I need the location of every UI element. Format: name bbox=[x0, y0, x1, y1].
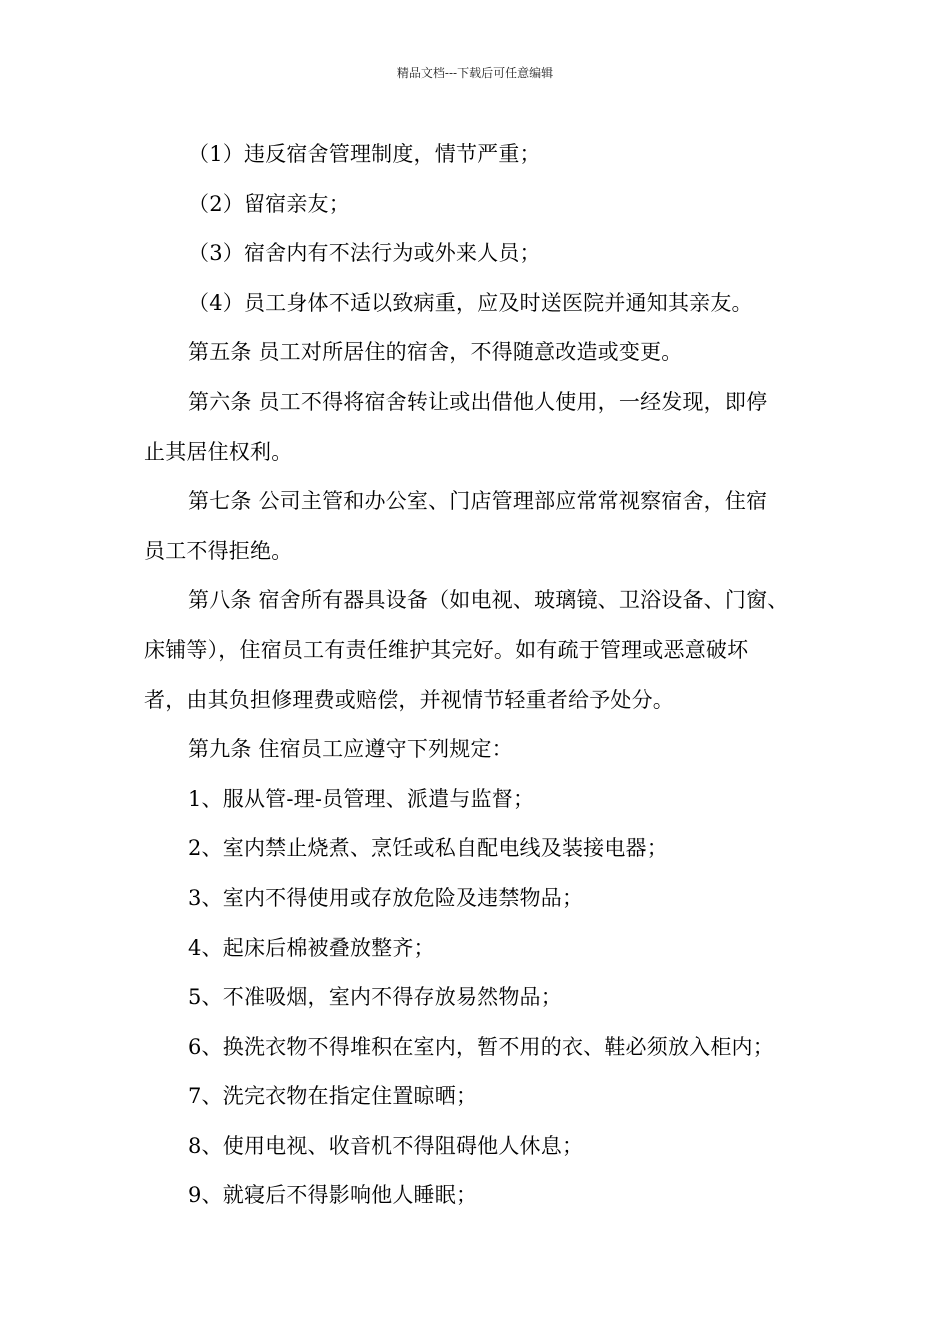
list-item: 4、起床后棉被叠放整齐； bbox=[188, 935, 435, 960]
list-item: 3、室内不得使用或存放危险及违禁物品； bbox=[188, 885, 584, 910]
article-6: 第六条 员工不得将宿舍转让或出借他人使用，一经发现，即停 bbox=[188, 389, 768, 414]
article-8-continued: 者，由其负担修理费或赔偿，并视情节轻重者给予处分。 bbox=[144, 687, 674, 712]
list-item: 8、使用电视、收音机不得阻碍他人休息； bbox=[188, 1133, 584, 1158]
list-item: 5、不准吸烟，室内不得存放易然物品； bbox=[188, 985, 562, 1010]
article-6-continued: 止其居住权利。 bbox=[144, 439, 293, 464]
paragraph-line: （2）留宿亲友； bbox=[188, 191, 350, 216]
article-5: 第五条 员工对所居住的宿舍，不得随意改造或变更。 bbox=[188, 340, 683, 365]
paragraph-line: （1）违反宿舍管理制度，情节严重； bbox=[188, 142, 541, 166]
document-body bbox=[144, 130, 814, 1221]
article-9: 第九条 住宿员工应遵守下列规定： bbox=[188, 737, 513, 762]
list-item: 6、换洗衣物不得堆积在室内，暂不用的衣、鞋必须放入柜内； bbox=[188, 1034, 774, 1059]
list-item: 1、服从管-理-员管理、派遣与监督； bbox=[188, 786, 535, 811]
article-7: 第七条 公司主管和办公室、门店管理部应常常视察宿舍，住宿 bbox=[188, 489, 768, 514]
paragraph-line: （4）员工身体不适以致病重，应及时送医院并通知其亲友。 bbox=[188, 290, 753, 315]
article-8-continued: 床铺等），住宿员工有责任维护其完好。如有疏于管理或恶意破坏 bbox=[144, 637, 749, 662]
page-header: 精品文档---下载后可任意编辑 bbox=[396, 66, 554, 80]
article-8: 第八条 宿舍所有器具设备（如电视、玻璃镜、卫浴设备、门窗、 bbox=[188, 588, 789, 613]
article-7-continued: 员工不得拒绝。 bbox=[144, 538, 293, 563]
list-item: 9、就寝后不得影响他人睡眠； bbox=[188, 1183, 478, 1208]
paragraph-line: （3）宿舍内有不法行为或外来人员； bbox=[188, 241, 541, 266]
list-item: 2、室内禁止烧煮、烹饪或私自配电线及装接电器； bbox=[188, 836, 668, 861]
list-item: 7、洗完衣物在指定住置晾晒； bbox=[188, 1084, 478, 1109]
